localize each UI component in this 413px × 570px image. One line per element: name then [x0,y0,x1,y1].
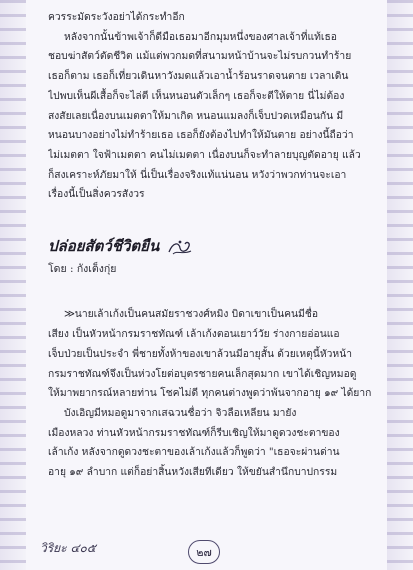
text-line: สงสัยเลยเนื่องบนเมตตาให้มาเกิด หนอนแมลงก็เจ็บปวดเหมือนกัน มี [48,109,344,122]
text-line: เล้าเก้ง หลังจากดูดวงชะตาของเล้าเก้งแล้วก็พูดว่า "เธอจะผ่านด่าน [48,446,340,459]
text-line: เธอก็ตาม เธอก็เที่ยวเดินหาวังมดแล้วเอาน้ำร้อนราดจนตาย เวลาเดิน [48,70,349,83]
text-line: ก็สงเคราะห์ภัยมาให้ นี่เป็นเรื่องจริงแท้แน่นอน หวังว่าพวกท่านจะเอา [48,168,347,181]
text-line: หลังจากนั้นข้าพเจ้าก็ดีมือเธอมาอีกมุมหนึ่งของศาลเจ้าที่แท้เธอ [64,30,337,43]
page-number-text: ๒๗ [196,546,212,559]
text-line: กรมราชทัณฑ์จึงเป็นห่วงโยต่อบุตรชายคนเล็กสุดมาก เขาได้เชิญหมอดู [48,367,357,380]
text-column [48,0,375,483]
text-line: เมืองหลวง ท่านหัวหน้ากรมราชทัณฑ์ก็รีบเชิญให้มาดูดวงชะตาของ [48,426,340,439]
footer-label: วิริยะ ๔๐๕ [40,541,96,555]
right-decorative-border [386,0,413,570]
page-number [188,540,220,564]
byline: โดย : กังเต็งกุ่ย [48,262,117,275]
text-line: ให้มาพยากรณ์หลายท่าน โชคไม่ดี ทุกคนต่างพูดว่าพ้นจากอายุ ๑๙ ได้ยาก [48,387,372,400]
text-line: บังเอิญมีหมอดูมาจากเสฉวนชื่อว่า จิวลือเหลียน มายัง [64,406,297,419]
story-heading [48,237,375,257]
left-decorative-border [0,0,27,570]
text-line: เรื่องนี้เป็นสิ่งควรสังวร [48,188,145,201]
text-line: เจ็บป่วยเป็นประจำ พี่ชายทั้งห้าของเขาล้วนมีอายุสั้น ด้วยเหตุนี้หัวหน้า [48,347,353,360]
text-line: อายุ ๑๙ ลำบาก แต่ก็อย่าสิ้นหวังเสียทีเดียว ให้ขยันสำนึกบาปกรรม [48,466,338,479]
flourish-icon [167,238,193,256]
text-line: ชอบฆ่าสัตว์ตัดชีวิต แม้แต่พวกมดที่สนามหน้าบ้านจะไม่รบกวนทำร้าย [48,50,352,63]
text-line: หนอนบางอย่างไม่ทำร้ายเธอ เธอก็ยังต้องไปทำให้มันตาย อย่างนี้ถือว่า [48,129,354,142]
text-line: ไปพบเห็นผีเสื้อก็จะไล่ตี เห็นหนอนตัวเล็กๆ เธอก็จะตีให้ตาย นี่ไม่ต้อง [48,89,345,102]
story-title: ปล่อยสัตว์ชีวิตยืน [48,237,160,256]
text-line: ควรระมัดระวังอย่าได้กระทำอีก [48,11,185,23]
text-line: ≫นายเล้าเก้งเป็นคนสมัยราชวงศ์หมิง บิดาเขาเป็นคนมีชื่อ [64,308,319,321]
text-line: เสียง เป็นหัวหน้ากรมราชทัณฑ์ เล้าเก้งตอนเยาว์วัย ร่างกายอ่อนแอ [48,328,340,341]
text-line: ไม่เมตตา ใจฟ้าเมตตา คนไม่เมตตา เนื่องบนก็จะทำลายบุญตัดอายุ แล้ว [48,148,361,161]
